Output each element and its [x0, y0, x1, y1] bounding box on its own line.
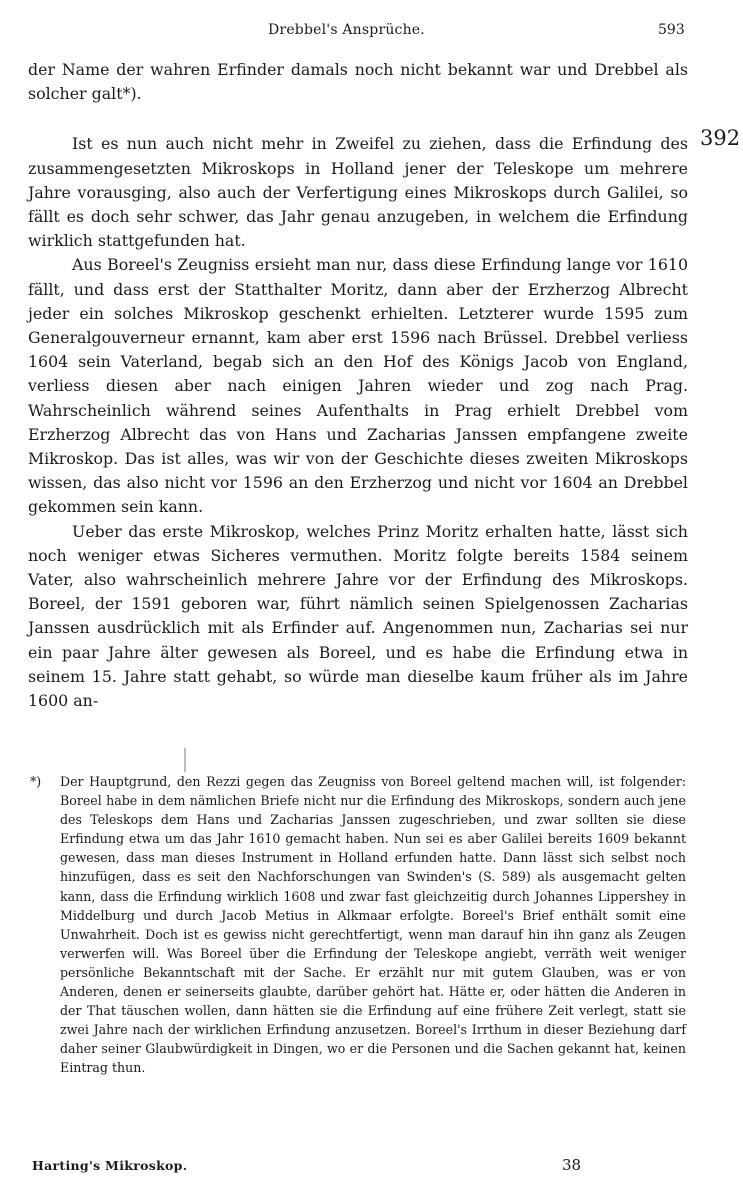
paragraph: Ist es nun auch nicht mehr in Zweifel zu ziehen, dass die Erfindung des zusammengesetzten Mikroskops in Holland jener der Teleskope um mehrere Jahre vorausging, also auch der Verfertigung eines Mikroskops durch Galilei, so fällt es doch sehr schwer, das Jahr genau anzugeben, in welchem die Erfindung wirklich stattgefunden hat. [28, 134, 688, 251]
paragraph: Aus Boreel's Zeugniss ersieht man nur, dass diese Erfindung lange vor 1610 fällt, und dass erst der Statthalter Moritz, dann aber der Erzherzog Albrecht jeder ein solches Mikroskop geschenkt erhielten. Letzterer wurde 1595 zum Generalgouverneur ernannt, kam aber erst 1596 nach Brüssel. Drebbel verliess 1604 sein Vaterland, begab sich an den Hof des Königs Jacob von England, verliess diesen aber nach einigen Jahren wieder und zog nach Prag. Wahrscheinlich während seines Aufenthalts in Prag erhielt Drebbel vom Erzherzog Albrecht das von Hans und Zacharias Janssen empfangene zweite Mikroskop. Das ist alles, was wir von der Geschichte dieses zweiten Mikroskops wissen, das also nicht vor 1596 an den Erzherzog und nicht vor 1604 an Drebbel gekommen sein kann. [28, 255, 688, 517]
sheet-number: 38 [562, 1156, 582, 1174]
footnote-divider [184, 748, 186, 772]
running-title: Drebbel's Ansprüche. [268, 22, 425, 38]
footnote-paragraph [30, 772, 686, 1078]
footnote-text: Der Hauptgrund, den Rezzi gegen das Zeugniss von Boreel geltend machen will, ist folgender: Boreel habe in dem nämlichen Briefe nicht nur die Erfindung des Mikroskops, sondern auch jene des Teleskops dem Hans und Zacharias Janssen zugeschrieben, und zwar sollten sie diese Erfindung etwa um das Jahr 1610 gemacht haben. Nun sei es aber Galilei bereits 1609 bekannt gewesen, dass man dieses Instrument in Holland erfunden hatte. Dann lässt sich selbst noch hinzufügen, dass es seit den Nachforschungen van Swinden's (S. 589) als ausgemacht gelten kann, dass die Erfindung wirklich 1608 und zwar fast gleichzeitig durch Johannes Lippershey in Middelburg und durch Jacob Metius in Alkmaar erfolgte. Boreel's Brief enthält somit eine Unwahrheit. Doch ist es gewiss nicht gerechtfertigt, wenn man darauf hin ihn ganz als Zeugen verwerfen will. Was Boreel über die Erfindung der Teleskope angiebt, verräth weit weniger persönliche Bekanntschaft mit der Sache. Er erzählt nur mit gutem Glauben, was er von Anderen, denen er seinerseits glaubte, darüber gehört hat. Hätte er, oder hätten die Anderen in der That täuschen wollen, dann hätten sie die Erfindung auf eine frühere Zeit verlegt, statt sie zwei Jahre nach der wirklichen Erfindung anzusetzen. Boreel's Irrthum in dieser Beziehung darf daher seiner Glaubwürdigkeit in Dingen, wo er die Personen und die Sachen gekannt hat, keinen Eintrag thun. [60, 774, 686, 1076]
printer-signature: Harting's Mikroskop. [32, 1158, 188, 1173]
running-head [0, 22, 743, 42]
footnote [30, 772, 686, 1078]
footnote-mark: *) [30, 774, 42, 789]
page-number: 593 [658, 22, 685, 38]
paragraph-continuation: der Name der wahren Erfinder damals noch nicht bekannt war und Drebbel als solcher galt*). [28, 60, 688, 104]
main-text [28, 58, 688, 713]
margin-page-number: 392 [700, 126, 741, 150]
paragraph: Ueber das erste Mikroskop, welches Prinz Moritz erhalten hatte, lässt sich noch weniger etwas Sicheres vermuthen. Moritz folgte bereits 1584 seinem Vater, also wahrscheinlich mehrere Jahre vor der Erfindung des Mikroskops. Boreel, der 1591 geboren war, führt nämlich seinen Spielgenossen Zacharias Janssen ausdrücklich mit als Erfinder auf. Angenommen nun, Zacharias sei nur ein paar Jahre älter gewesen als Boreel, und es habe die Erfindung etwa in seinem 15. Jahre statt gehabt, so würde man dieselbe kaum früher als im Jahre 1600 an- [28, 521, 688, 711]
